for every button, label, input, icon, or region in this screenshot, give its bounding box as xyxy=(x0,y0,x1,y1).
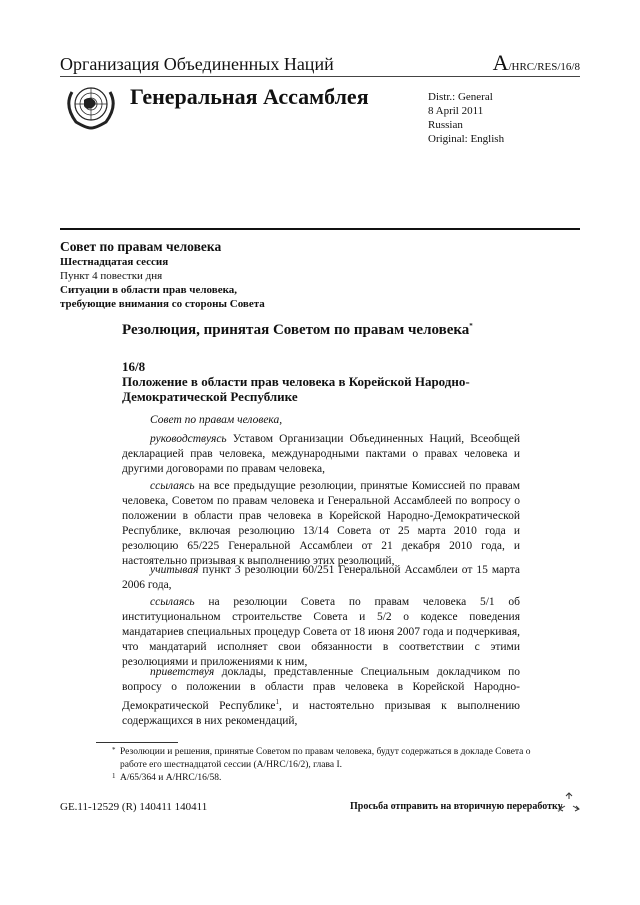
distribution-info xyxy=(428,90,504,146)
agenda-item: Пункт 4 повестки дня xyxy=(60,270,163,282)
footnote-text: A/65/364 и A/HRC/16/58. xyxy=(120,773,222,783)
original-language-line: Original: English xyxy=(428,133,505,145)
para-lead: ссылаясь xyxy=(150,596,195,608)
footnote-ref: * xyxy=(469,322,473,330)
language-line: Russian xyxy=(428,119,463,131)
footnote-rule xyxy=(96,742,178,743)
agenda-title-1: Ситуации в области прав человека, xyxy=(60,284,237,296)
organization-name: Организация Объединенных Наций xyxy=(60,54,334,74)
footnote xyxy=(112,772,532,785)
para-text: , и настоятельно призывая к выполнению содержащихся в них рекомендаций, xyxy=(122,699,520,727)
resolution-title: Положение в области прав человека в Корейской Народно-Демократической Республике xyxy=(122,374,470,404)
para-text: на резолюции Совета по правам человека 5/1 об институциональном строительстве Совета и 5/2 о кодексе поведения мандатариев специальных процедур Совета от 18 июня 2007 года и подчеркивая, что мандатарий исполняет свои обязанности в соответствии с этими резолюциями и приложениями к ним, xyxy=(122,596,520,668)
para-lead: Совет по правам человека, xyxy=(150,414,283,426)
resolution-heading xyxy=(122,322,473,339)
document-code: GE.11-12529 (R) 140411 140411 xyxy=(60,801,208,813)
footnote-text: Резолюции и решения, принятые Советом по правам человека, будут содержаться в докладе Совета о работе его шестнадцатой сессии (A/HRC/16/2), глава I. xyxy=(120,747,531,770)
resolution-heading-text: Резолюция, принятая Советом по правам человека xyxy=(122,322,470,338)
un-emblem-icon xyxy=(62,82,120,132)
paragraph xyxy=(122,595,520,670)
preamble-intro xyxy=(122,413,520,428)
paragraph xyxy=(122,479,520,569)
para-text: пункт 3 резолюции 60/251 Генеральной Ассамблеи от 15 марта 2006 года, xyxy=(122,564,520,591)
council-block xyxy=(60,238,265,311)
symbol-prefix: A xyxy=(492,50,509,75)
distr-line: Distr.: General xyxy=(428,91,493,103)
para-lead: ссылаясь xyxy=(150,480,195,492)
para-lead: руководствуясь xyxy=(150,433,227,445)
document-symbol xyxy=(493,50,580,76)
resolution-number: 16/8 xyxy=(122,359,146,374)
para-text: доклады, представленные Специальным докладчиком по вопросу о положении в области прав человека в Корейской Народно-Демократической Республике xyxy=(122,666,520,712)
section-rule xyxy=(60,228,580,230)
para-lead: учитывая xyxy=(150,564,199,576)
paragraph xyxy=(122,563,520,593)
agenda-title-2: требующие внимания со стороны Совета xyxy=(60,298,265,310)
para-text: Уставом Организации Объединенных Наций, Всеобщей декларацией прав человека, международными пактами о правах человека и другими договорами по правам человека, xyxy=(122,433,520,475)
resolution-title-block xyxy=(122,359,542,404)
para-lead: приветствуя xyxy=(150,666,215,678)
para-text: на все предыдущие резолюции, принятые Комиссией по правам человека, Советом по правам человека и Генеральной Ассамблеей по вопросу о положении в области прав человека в Корейской Народно-Демократической Республике, включая резолюцию 13/14 Совета от 25 марта 2010 года и резолюцию 65/225 Генеральной Ассамблеи от 21 декабря 2010 года, и настоятельно призывая к выполнению этих резолюций, xyxy=(122,480,520,567)
recycle-icon xyxy=(558,792,580,814)
footnote-ref: 1 xyxy=(275,698,279,706)
footnote-mark: 1 xyxy=(112,772,116,780)
header-rule xyxy=(60,76,580,77)
session: Шестнадцатая сессия xyxy=(60,256,169,268)
paragraph xyxy=(122,665,520,729)
assembly-title: Генеральная Ассамблея xyxy=(130,84,369,109)
footnote-mark: * xyxy=(112,746,116,754)
paragraph xyxy=(122,432,520,477)
date-line: 8 April 2011 xyxy=(428,105,484,117)
footnote xyxy=(112,746,532,772)
recycle-notice: Просьба отправить на вторичную переработку xyxy=(350,801,563,812)
council-name: Совет по правам человека xyxy=(60,239,222,254)
symbol-rest: /HRC/RES/16/8 xyxy=(508,61,580,73)
